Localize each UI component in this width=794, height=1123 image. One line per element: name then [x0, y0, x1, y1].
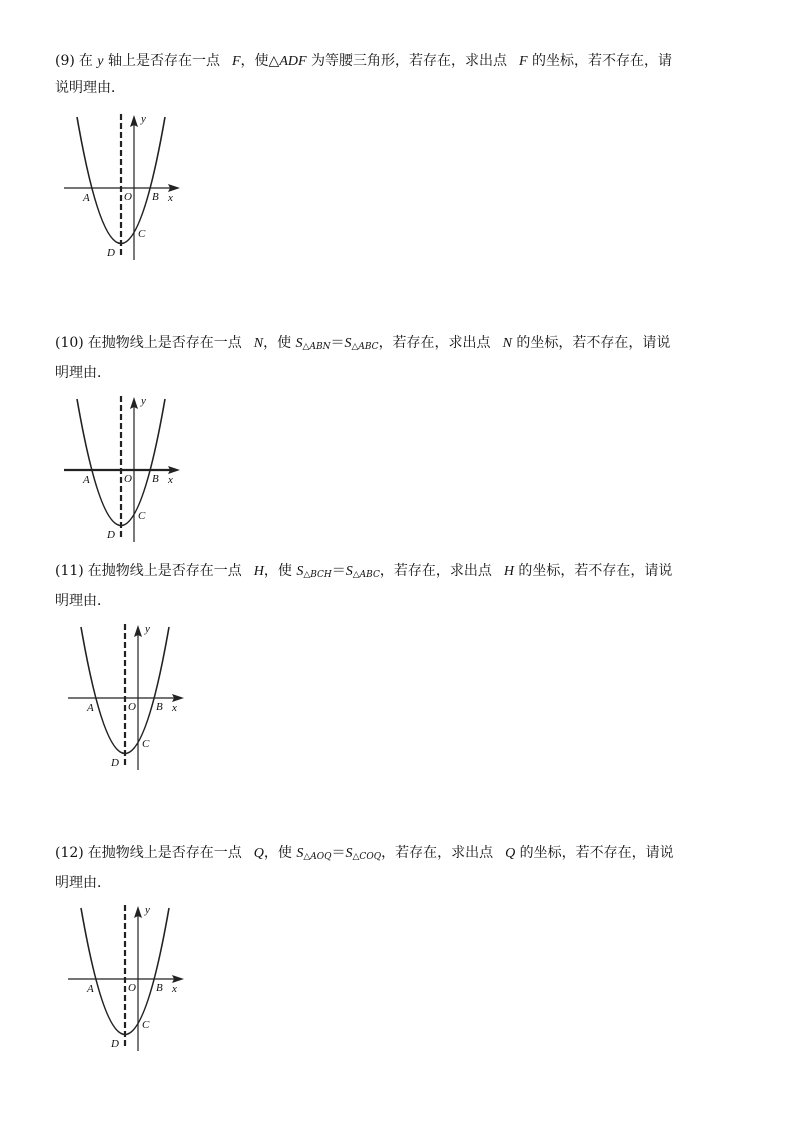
text: ，使	[263, 845, 297, 861]
problem-number: (12)	[55, 845, 84, 861]
problem-number: (10)	[55, 335, 84, 351]
point-n: N	[502, 336, 512, 351]
label-o: O	[124, 191, 132, 203]
equals-sign: ＝	[330, 335, 345, 351]
equals-sign: ＝	[331, 845, 346, 861]
text: 为等腰三角形，若存在，求出点	[306, 53, 507, 69]
point-h: H	[503, 564, 514, 579]
label-x: x	[168, 192, 173, 204]
label-b: B	[152, 473, 159, 485]
label-y: y	[141, 395, 146, 407]
label-x: x	[172, 702, 177, 714]
problem-number: (11)	[55, 563, 84, 579]
area-symbol: S	[296, 564, 304, 579]
triangle-adf: ADF	[279, 54, 307, 69]
label-a: A	[87, 702, 94, 714]
label-d: D	[111, 757, 119, 769]
text: 在	[78, 53, 98, 69]
point-n: N	[253, 336, 264, 351]
area-subscript: △ABC	[351, 342, 379, 352]
text: 轴上是否存在一点	[103, 53, 220, 69]
text: 的坐标，若不存在，请说	[511, 335, 671, 351]
label-o: O	[128, 701, 136, 713]
area-subscript: △AOQ	[303, 852, 332, 862]
area-symbol: S	[345, 846, 353, 861]
label-a: A	[83, 192, 90, 204]
parabola-figure-11	[66, 622, 191, 772]
problem-10-line-1	[55, 330, 767, 360]
point-q: Q	[505, 846, 516, 861]
label-x: x	[168, 474, 173, 486]
text: 在抛物线上是否存在一点	[87, 563, 242, 579]
label-b: B	[152, 191, 159, 203]
label-d: D	[107, 529, 115, 541]
problem-11	[55, 558, 767, 614]
equals-sign: ＝	[331, 563, 346, 579]
problem-9-line-1	[55, 48, 767, 75]
parabola-figure-12	[66, 903, 191, 1053]
text: 的坐标，若不存在，请	[527, 53, 672, 69]
label-o: O	[128, 982, 136, 994]
label-y: y	[141, 113, 146, 125]
problem-10	[55, 330, 767, 386]
label-c: C	[142, 738, 150, 750]
problem-12-line-2: 明理由．	[55, 875, 111, 891]
area-subscript: △COQ	[352, 852, 382, 862]
label-b: B	[156, 982, 163, 994]
label-b: B	[156, 701, 163, 713]
area-symbol: S	[344, 336, 352, 351]
area-symbol: S	[296, 846, 304, 861]
label-o: O	[124, 473, 132, 485]
problem-12-line-1	[55, 840, 767, 870]
point-f: F	[518, 54, 528, 69]
label-c: C	[138, 228, 146, 240]
parabola-diagram	[66, 622, 191, 772]
parabola-diagram	[66, 903, 191, 1053]
area-subscript: △ABN	[302, 342, 331, 352]
text: ，使	[263, 335, 296, 351]
label-y: y	[145, 623, 150, 635]
text: 的坐标，若不存在，请说	[515, 845, 674, 861]
point-h: H	[253, 564, 264, 579]
label-a: A	[87, 983, 94, 995]
problem-9-line-2: 说明理由．	[55, 80, 125, 96]
parabola-diagram	[62, 112, 187, 262]
problem-number: (9)	[55, 53, 75, 69]
label-y: y	[145, 904, 150, 916]
area-symbol: S	[345, 564, 353, 579]
text: ，使	[263, 563, 297, 579]
parabola-diagram	[62, 394, 187, 544]
parabola-figure-10	[62, 394, 187, 544]
text: 的坐标，若不存在，请说	[513, 563, 673, 579]
area-subscript: △ABC	[352, 570, 380, 580]
problem-10-line-2: 明理由．	[55, 365, 111, 381]
label-x: x	[172, 983, 177, 995]
text: ，若存在，求出点	[378, 335, 491, 351]
text: ，若存在，求出点	[379, 563, 492, 579]
problem-11-line-1	[55, 558, 767, 588]
text: 在抛物线上是否存在一点	[87, 845, 242, 861]
label-c: C	[142, 1019, 150, 1031]
label-c: C	[138, 510, 146, 522]
parabola-figure-9	[62, 112, 187, 262]
text: 在抛物线上是否存在一点	[87, 335, 242, 351]
label-d: D	[107, 247, 115, 259]
label-d: D	[111, 1038, 119, 1050]
var-y: y	[97, 54, 104, 69]
point-q: Q	[253, 846, 264, 861]
point-f: F	[231, 54, 241, 69]
problem-9	[55, 48, 767, 101]
area-subscript: △BCH	[303, 570, 332, 580]
area-symbol: S	[295, 336, 303, 351]
problem-12	[55, 840, 767, 896]
text: ，若存在，求出点	[381, 845, 494, 861]
problem-11-line-2: 明理由．	[55, 593, 111, 609]
text: ，使△	[240, 53, 280, 69]
label-a: A	[83, 474, 90, 486]
